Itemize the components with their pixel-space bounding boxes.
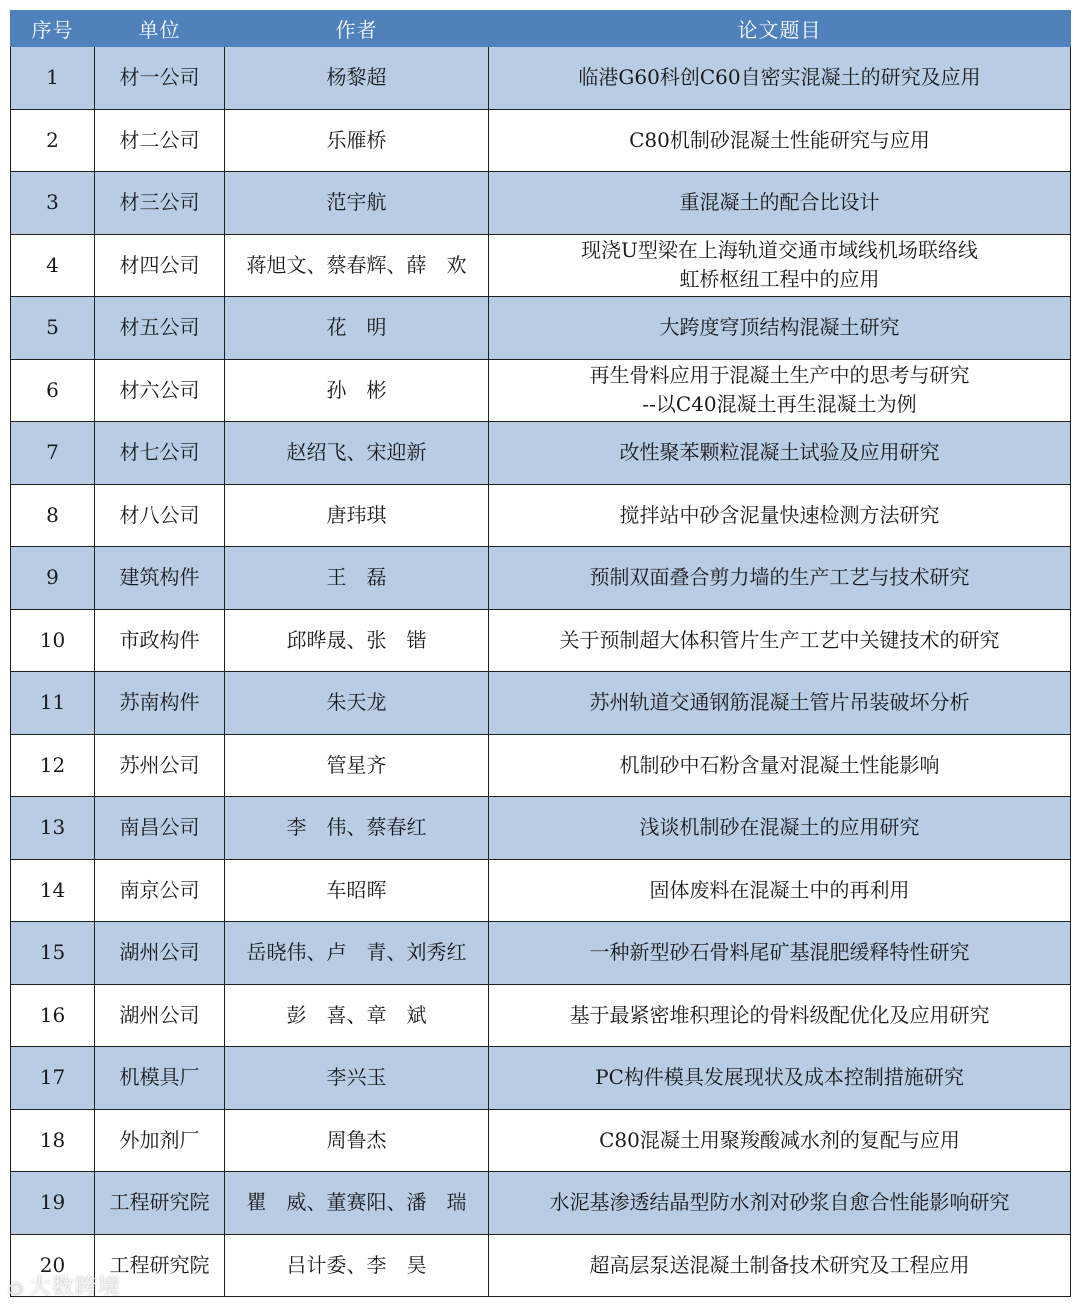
header-title: 论文题目 — [489, 11, 1071, 47]
table-row — [11, 1172, 1071, 1235]
cell-no: 12 — [11, 734, 95, 797]
title-line: 大跨度穹顶结构混凝土研究 — [659, 315, 900, 340]
cell-unit: 湖州公司 — [95, 922, 225, 985]
cell-author: 朱天龙 — [225, 672, 489, 735]
table-header — [11, 11, 1071, 47]
table-row — [11, 297, 1071, 360]
cell-unit: 材七公司 — [95, 422, 225, 485]
watermark — [8, 1270, 121, 1301]
cell-title — [489, 47, 1071, 110]
cell-no: 17 — [11, 1047, 95, 1110]
cell-no: 9 — [11, 547, 95, 610]
cell-unit: 苏州公司 — [95, 734, 225, 797]
cell-title — [489, 484, 1071, 547]
title-line: 搅拌站中砂含泥量快速检测方法研究 — [619, 502, 940, 527]
cell-no: 1 — [11, 47, 95, 110]
cell-author: 彭 喜、章 斌 — [225, 984, 489, 1047]
cell-no: 13 — [11, 797, 95, 860]
cell-title — [489, 1047, 1071, 1110]
cell-no: 4 — [11, 234, 95, 297]
cell-no: 11 — [11, 672, 95, 735]
cell-no: 19 — [11, 1172, 95, 1235]
cell-no: 18 — [11, 1109, 95, 1172]
cell-no: 6 — [11, 359, 95, 422]
watermark-text: 大数跨境 — [28, 1275, 121, 1300]
title-line: PC构件模具发展现状及成本控制措施研究 — [595, 1065, 964, 1090]
table-row — [11, 359, 1071, 422]
table-row — [11, 172, 1071, 235]
cell-author: 孙 彬 — [225, 359, 489, 422]
cell-unit: 建筑构件 — [95, 547, 225, 610]
table-row — [11, 547, 1071, 610]
cell-no: 3 — [11, 172, 95, 235]
cell-unit: 材一公司 — [95, 47, 225, 110]
title-line: 固体废料在混凝土中的再利用 — [649, 877, 910, 902]
table-row — [11, 47, 1071, 110]
cell-unit: 材三公司 — [95, 172, 225, 235]
cell-author: 李 伟、蔡春红 — [225, 797, 489, 860]
cell-title — [489, 547, 1071, 610]
title-line: 一种新型砂石骨料尾矿基混肥缓释特性研究 — [589, 940, 970, 965]
cell-author: 赵绍飞、宋迎新 — [225, 422, 489, 485]
cell-author: 李兴玉 — [225, 1047, 489, 1110]
title-line: 水泥基渗透结晶型防水剂对砂浆自愈合性能影响研究 — [549, 1190, 1010, 1215]
title-line: 临港G60科创C60自密实混凝土的研究及应用 — [578, 65, 981, 90]
cell-title — [489, 1109, 1071, 1172]
title-line: 虹桥枢纽工程中的应用 — [679, 267, 880, 292]
cell-unit: 材六公司 — [95, 359, 225, 422]
title-line: C80机制砂混凝土性能研究与应用 — [629, 127, 930, 152]
title-line: C80混凝土用聚羧酸减水剂的复配与应用 — [599, 1127, 960, 1152]
cell-title — [489, 1172, 1071, 1235]
table-row — [11, 234, 1071, 297]
table-row — [11, 1109, 1071, 1172]
title-line: 苏州轨道交通钢筋混凝土管片吊装破坏分析 — [589, 690, 970, 715]
cell-author: 吕计委、李 昊 — [225, 1234, 489, 1297]
header-unit: 单位 — [95, 11, 225, 47]
cell-author: 岳晓伟、卢 青、刘秀红 — [225, 922, 489, 985]
title-line: 基于最紧密堆积理论的骨料级配优化及应用研究 — [569, 1002, 990, 1027]
cell-no: 7 — [11, 422, 95, 485]
cell-title — [489, 297, 1071, 360]
header-author: 作者 — [225, 11, 489, 47]
cell-author: 唐玮琪 — [225, 484, 489, 547]
cell-title — [489, 234, 1071, 297]
cell-author: 范宇航 — [225, 172, 489, 235]
cell-title — [489, 609, 1071, 672]
cell-title — [489, 984, 1071, 1047]
cell-no: 20 — [11, 1234, 95, 1297]
table-row — [11, 609, 1071, 672]
table-row — [11, 859, 1071, 922]
cell-author: 邱晔晟、张 锴 — [225, 609, 489, 672]
table-body — [11, 47, 1071, 1297]
title-line: 超高层泵送混凝土制备技术研究及工程应用 — [589, 1252, 970, 1277]
table-row — [11, 734, 1071, 797]
cell-author: 花 明 — [225, 297, 489, 360]
cell-author: 周鲁杰 — [225, 1109, 489, 1172]
cell-title — [489, 359, 1071, 422]
cell-title — [489, 922, 1071, 985]
cell-no: 16 — [11, 984, 95, 1047]
cell-unit: 南京公司 — [95, 859, 225, 922]
table-row — [11, 484, 1071, 547]
title-line: 关于预制超大体积管片生产工艺中关键技术的研究 — [559, 627, 1000, 652]
cell-unit: 材五公司 — [95, 297, 225, 360]
title-line: 重混凝土的配合比设计 — [679, 190, 880, 215]
table-row — [11, 797, 1071, 860]
cell-no: 8 — [11, 484, 95, 547]
cell-title — [489, 109, 1071, 172]
cell-author: 管星齐 — [225, 734, 489, 797]
cell-no: 14 — [11, 859, 95, 922]
header-no: 序号 — [11, 11, 95, 47]
title-line: 改性聚苯颗粒混凝土试验及应用研究 — [619, 440, 940, 465]
title-line: --以C40混凝土再生混凝土为例 — [642, 392, 917, 417]
title-line: 现浇U型梁在上海轨道交通市域线机场联络线 — [581, 238, 978, 263]
table-row — [11, 1047, 1071, 1110]
title-line: 预制双面叠合剪力墙的生产工艺与技术研究 — [589, 565, 970, 590]
cell-unit: 工程研究院 — [95, 1234, 225, 1297]
table-row — [11, 984, 1071, 1047]
cell-unit: 市政构件 — [95, 609, 225, 672]
cell-unit: 机模具厂 — [95, 1047, 225, 1110]
cell-author: 瞿 威、董赛阳、潘 瑞 — [225, 1172, 489, 1235]
table-row — [11, 422, 1071, 485]
table-row — [11, 1234, 1071, 1297]
title-line: 浅谈机制砂在混凝土的应用研究 — [639, 815, 920, 840]
cell-no: 15 — [11, 922, 95, 985]
cell-author: 车昭晖 — [225, 859, 489, 922]
table-row — [11, 922, 1071, 985]
cell-author: 乐雁桥 — [225, 109, 489, 172]
cell-no: 5 — [11, 297, 95, 360]
cell-no: 10 — [11, 609, 95, 672]
papers-table — [10, 10, 1071, 1297]
cell-unit: 湖州公司 — [95, 984, 225, 1047]
cell-unit: 材四公司 — [95, 234, 225, 297]
header-row — [11, 11, 1071, 47]
cell-unit: 苏南构件 — [95, 672, 225, 735]
cell-unit: 材二公司 — [95, 109, 225, 172]
cell-title — [489, 1234, 1071, 1297]
cell-no: 2 — [11, 109, 95, 172]
title-line: 机制砂中石粉含量对混凝土性能影响 — [619, 752, 940, 777]
cell-title — [489, 734, 1071, 797]
cell-author: 杨黎超 — [225, 47, 489, 110]
table-row — [11, 672, 1071, 735]
cell-title — [489, 422, 1071, 485]
cell-author: 王 磊 — [225, 547, 489, 610]
cell-unit: 外加剂厂 — [95, 1109, 225, 1172]
cell-unit: 材八公司 — [95, 484, 225, 547]
cell-title — [489, 672, 1071, 735]
cell-unit: 工程研究院 — [95, 1172, 225, 1235]
title-line: 再生骨料应用于混凝土生产中的思考与研究 — [589, 363, 970, 388]
cell-title — [489, 859, 1071, 922]
cell-unit: 南昌公司 — [95, 797, 225, 860]
table-row — [11, 109, 1071, 172]
cell-title — [489, 797, 1071, 860]
cell-author: 蒋旭文、蔡春辉、薛 欢 — [225, 234, 489, 297]
cell-title — [489, 172, 1071, 235]
weibo-icon: ◉ — [8, 1278, 25, 1299]
